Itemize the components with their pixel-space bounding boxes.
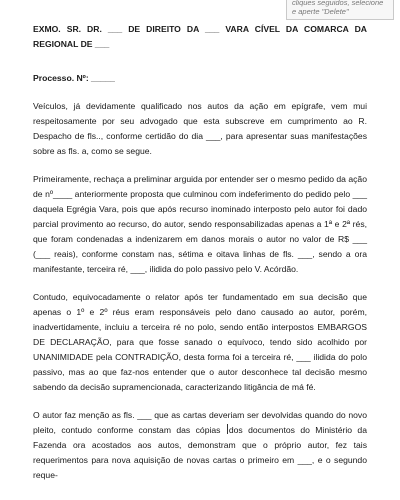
court-address-heading: EXMO. SR. DR. ___ DE DIREITO DA ___ VARA CÍVEL DA COMARCA DA REGIONAL DE ___ <box>33 24 367 49</box>
instruction-note-text: cliques seguidos, selecione e aperte "Delete" <box>292 0 384 16</box>
text-cursor <box>227 424 228 434</box>
paragraph-cartas-end: dos documentos do Ministério da Fazenda ora acostados aos autos, demonstram que o próprio autor, fez tais requerimentos para nova aquisição de novas cartas o primeiro em ___, e o segundo reque- <box>33 425 367 480</box>
paragraph-intro: Veículos, já devidamente qualificado nos autos da ação em epígrafe, vem mui respeitosamente por seu advogado que esta subscreve em cumprimento ao R. Despacho de fls.., conforme certidão do dia ___, para apresentar suas manifestações sobre as fls. a, como se segue. <box>33 101 367 156</box>
paragraph-cartas-start: O autor faz menção as fls. ___ que as cartas deveriam ser devolvidas quando do novo pleito, contudo conforme constam das cópias <box>33 410 367 435</box>
paragraph-cartas <box>33 408 367 483</box>
process-number: Processo. Nº: _____ <box>33 73 115 83</box>
instruction-note <box>286 0 394 20</box>
paragraph-embargos: Contudo, equivocadamente o relator após ter fundamentado em sua decisão que apenas o 1º e 2º réus eram responsáveis pelo dano causado ao autor, porém, inadvertidamente, incluiu a terceira ré no polo, sendo então interpostos EMBARGOS DE DECLARAÇÃO, para que fosse sanado o equívoco, tendo sido acolhido por UNANIMIDADE pela CONTRADIÇÃO, desta forma foi a terceira ré, ___ ilidida do polo passivo, mas ao que faz-nos entender que o autor desconhece tal decisão mesmo sabendo da decisão supramencionada, caracterizando litigância de má fé. <box>33 292 367 392</box>
paragraph-preliminary: Primeiramente, rechaça a preliminar arguida por entender ser o mesmo pedido da ação de nº____ anteriormente proposta que culminou com indeferimento do pedido pelo ___ daquela Egrégia Vara, pois que após recurso inominado interposto pelo autor foi dado parcial provimento ao recurso, do autor, sendo responsabilizadas apenas a 1ª e 2ª rés, que foram condenadas a indenizarem em danos morais o autor no valor de R$ ___ (___ reais), conforme constam nas, sétima e oitava linhas de fls. ___, sendo a ora manifestante, terceira ré, ___, ilidida do polo passivo pelo V. Acórdão. <box>33 174 367 274</box>
document-body[interactable] <box>33 22 367 496</box>
